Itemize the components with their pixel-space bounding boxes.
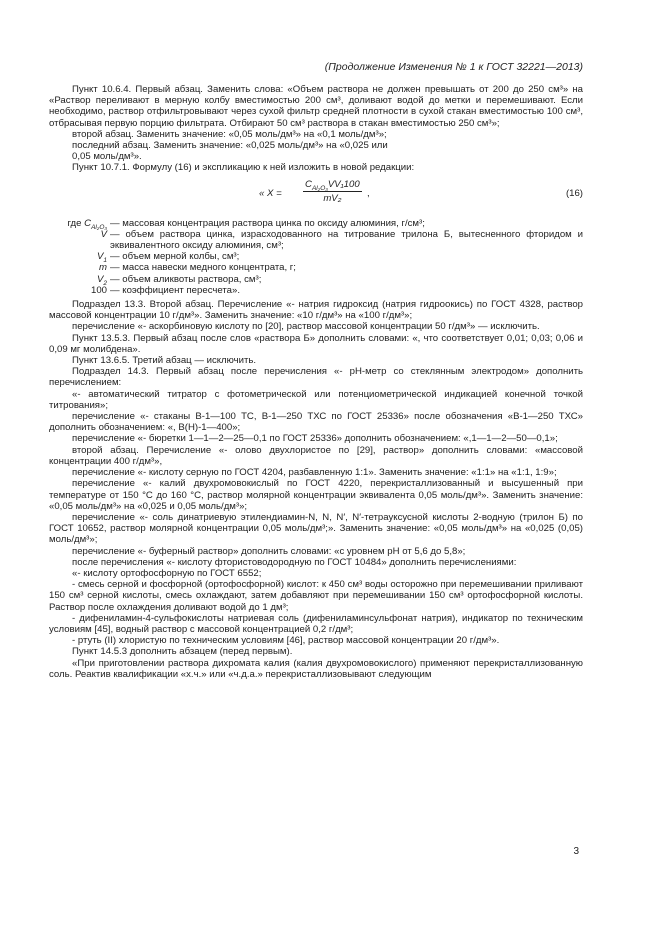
explication-row <box>49 262 583 273</box>
explication-symbol-sub: Al₂O₃ <box>91 223 107 231</box>
paragraph: перечисление «- аскорбиновую кислоту по [20], раствор массовой концентрации 50 г/дм³» — исключить. <box>72 321 540 333</box>
paragraph: «При приготовлении раствора дихромата калия (калия двухромовокислого) применяют перекристаллизованную соль. Реактив квалификации «х.ч.» или «ч.д.а.» перекристаллизовывают следующим <box>49 657 583 680</box>
explication-symbol: V <box>96 251 104 263</box>
paragraph: - ртуть (II) хлористую по техническим условиям [46], раствор массовой концентрации 20 г/дм³». <box>72 635 500 647</box>
paragraph: второй абзац. Перечисление «- олово двухлористое по [29], раствор» дополнить словами: «массовой концентрации 400 г/дм³», <box>49 444 583 467</box>
paragraph: 0,05 моль/дм³». <box>72 151 142 163</box>
paragraph: - смесь серной и фосфорной (ортофосфорной) кислот: к 450 см³ воды осторожно при перемешивании приливают 150 см³ серной кислоты, смесь охлаждают, затем добавляют при перемешивании 150 см³ ортофосфорной кислоты. Раствор после охлаждения доливают водой до 1 дм³; <box>49 579 583 613</box>
explication-text: — объем мерной колбы, см³; <box>110 251 240 263</box>
explication-row <box>49 229 583 251</box>
paragraph: перечисление «- бюретки 1—1—2—25—0,1 по ГОСТ 25336» дополнить обозначением: «,1—1—2—50—0,1»; <box>72 433 558 445</box>
paragraph: перечисление «- буферный раствор» дополнить словами: «с уровнем pH от 5,6 до 5,8»; <box>72 545 466 557</box>
paragraph: Пункт 13.6.5. Третий абзац — исключить. <box>72 355 257 367</box>
formula-denominator: mV₂ <box>323 192 342 204</box>
explication-text: — массовая концентрация раствора цинка по оксиду алюминия, г/см³; <box>110 217 425 229</box>
explication-text: — объем раствора цинка, израсходованного на титрование трилона Б, вытесненного фторидом и эквивалентного оксиду алюминия, см³; <box>110 228 583 252</box>
formula-comma: , <box>367 187 370 199</box>
paragraph: второй абзац. Заменить значение: «0,05 моль/дм³» на «0,1 моль/дм³»; <box>72 128 387 140</box>
paragraph: Подраздел 14.3. Первый абзац после перечисления «- pH-метр со стеклянным электродом» дополнить перечислением: <box>49 366 583 389</box>
explication-row <box>49 251 583 265</box>
page-header: (Продолжение Изменения № 1 к ГОСТ 32221—2013) <box>324 61 583 73</box>
explication-row <box>49 285 583 296</box>
formula-lhs: « X = <box>259 187 282 199</box>
explication-symbol-sub: 1 <box>103 257 107 265</box>
formula-16 <box>49 176 583 214</box>
formula-num-rest: VV₁100 <box>327 178 360 190</box>
explication-prefix: где <box>67 217 85 229</box>
explication-text: — коэффициент пересчета». <box>110 284 241 296</box>
paragraph: Подраздел 13.3. Второй абзац. Перечисление «- натрия гидроксид (натрия гидроокись) по ГОСТ 4328, раствор массовой концентрации 10 г/дм³». Заменить значение: «10 г/дм³» на «100 г/дм³»; <box>49 299 583 322</box>
paragraph: «- автоматический титратор с фотометрической или потенциометрической индикацией конечной точкой титрования»; <box>49 388 583 411</box>
paragraph: перечисление «- стаканы В-1—100 ТС, В-1—250 ТХС по ГОСТ 25336» после обозначения «В-1—250 ТХС» дополнить обозначением: «, В(Н)-1—400»; <box>49 411 583 434</box>
explication <box>49 218 583 296</box>
explication-text: — объем аликвоты раствора, см³; <box>110 273 262 285</box>
paragraph: - дифениламин-4-сульфокислоты натриевая соль (дифениламинсульфонат натрия), индикатор по техническим условиям [45], водный раствор с массовой концентрацией 0,2 г/дм³; <box>49 612 583 635</box>
explication-symbol-sub: 2 <box>103 279 107 287</box>
explication-symbol: C <box>84 217 92 229</box>
paragraph: перечисление «- калий двухромовокислый по ГОСТ 4220, перекристаллизованный и высушенный при температуре от 150 °C до 160 °C, раствор молярной концентрации эквивалента 0,05 моль/дм³». Заменить значение: «0,05 моль/дм³» на «0,025 и 0,05 моль/дм³»; <box>49 478 583 512</box>
paragraph: Пункт 13.5.3. Первый абзац после слов «раствора Б» дополнить словами: «, что соответствует 0,01; 0,03; 0,06 и 0,09 мг молибдена». <box>49 332 583 355</box>
paragraph: последний абзац. Заменить значение: «0,025 моль/дм³» на «0,025 или <box>72 140 388 152</box>
explication-row <box>49 274 583 285</box>
page-number: 3 <box>573 846 579 857</box>
explication-symbol: m <box>99 262 107 274</box>
explication-symbol: 100 <box>90 284 107 296</box>
formula-c: C <box>305 178 312 190</box>
explication-symbol: V <box>100 228 107 240</box>
paragraph: Пункт 10.6.4. Первый абзац. Заменить слова: «Объем раствора не должен превышать от 200 до 250 см³» на «Раствор переливают в мерную колбу вместимостью 200 см³, доливают водой до метки и перемешивают. Если необходимо, раствор отфильтровывают через сухой фильтр средней плотности в сухой стакан вместимостью 100 см³, отбрасывая первую порцию фильтрата. Отбирают 50 см³ раствора в стакан вместимостью 250 см³»; <box>49 84 583 129</box>
paragraph: перечисление «- соль динатриевую этилендиамин-N, N, N′, N′-тетрауксусной кислоты 2-водную (трилон Б) по ГОСТ 10652, раствор молярной концентрации 0,05 моль/дм³;». Заменить значение: «0,05 моль/дм³» на «0,025 (0,05) моль/дм³»; <box>49 511 583 546</box>
paragraph: перечисление «- кислоту серную по ГОСТ 4204, разбавленную 1:1». Заменить значение: «1:1» на «1:1, 1:9»; <box>72 467 557 479</box>
explication-symbol: V <box>96 273 104 285</box>
paragraph: Пункт 14.5.3 дополнить абзацем (перед первым). <box>72 646 293 658</box>
explication-row <box>49 218 583 229</box>
formula-fraction <box>303 179 362 204</box>
paragraph: Пункт 10.7.1. Формулу (16) и экспликацию к ней изложить в новой редакции: <box>72 162 415 174</box>
explication-text: — масса навески медного концентрата, г; <box>110 262 296 274</box>
paragraph: после перечисления «- кислоту фтористоводородную по ГОСТ 10484» дополнить перечислениями: <box>72 556 517 568</box>
formula-numerator <box>303 179 362 192</box>
formula-number: (16) <box>565 187 583 199</box>
formula-c-sub: Al₂O₃ <box>311 184 328 192</box>
document-body <box>49 84 583 680</box>
paragraph: «- кислоту ортофосфорную по ГОСТ 6552; <box>72 567 262 579</box>
